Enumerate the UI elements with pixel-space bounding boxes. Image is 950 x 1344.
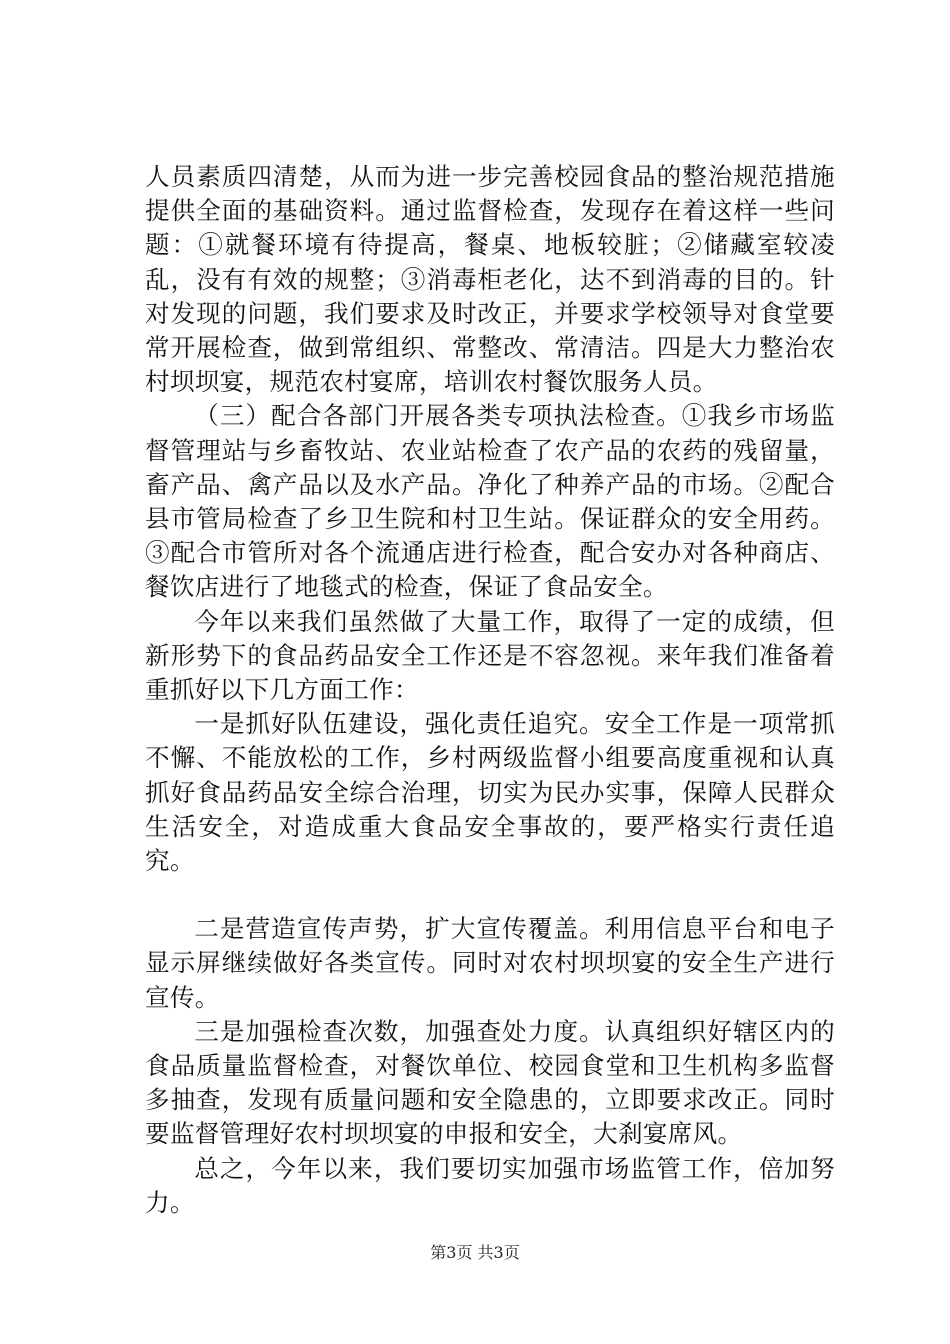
- paragraph-point-one: 一是抓好队伍建设，强化责任追究。安全工作是一项常抓不懈、不能放松的工作，乡村两级监督小组要高度重视和认真抓好食品药品安全综合治理，切实为民办实事，保障人民群众生活安全，对造成重大食品安全事故的，要严格实行责任追究。: [145, 709, 835, 876]
- paragraph-conclusion: 总之，今年以来，我们要切实加强市场监管工作，倍加努力。: [145, 1153, 835, 1217]
- paragraph-continuation: 人员素质四清楚，从而为进一步完善校园食品的整治规范措施提供全面的基础资料。通过监督检查，发现存在着这样一些问题：①就餐环境有待提高，餐桌、地板较脏；②储藏室较凌乱，没有有效的规整；③消毒柜老化，达不到消毒的目的。针对发现的问题，我们要求及时改正，并要求学校领导对食堂要常开展检查，做到常组织、常整改、常清洁。四是大力整治农村坝坝宴，规范农村宴席，培训农村餐饮服务人员。: [145, 162, 835, 397]
- paragraph-point-three: 三是加强检查次数，加强查处力度。认真组织好辖区内的食品质量监督检查，对餐饮单位、校园食堂和卫生机构多监督多抽查，发现有质量问题和安全隐患的，立即要求改正。同时要监督管理好农村坝坝宴的申报和安全，大刹宴席风。: [145, 1016, 835, 1149]
- paragraph-summary-intro: 今年以来我们虽然做了大量工作，取得了一定的成绩，但新形势下的食品药品安全工作还是不容忽视。来年我们准备着重抓好以下几方面工作：: [145, 606, 835, 705]
- paragraph-point-two: 二是营造宣传声势，扩大宣传覆盖。利用信息平台和电子显示屏继续做好各类宣传。同时对农村坝坝宴的安全生产进行宣传。: [145, 914, 835, 1012]
- page-footer: 第3页 共3页: [430, 1243, 520, 1262]
- document-body: [145, 160, 835, 1220]
- paragraph-section-three: （三）配合各部门开展各类专项执法检查。①我乡市场监督管理站与乡畜牧站、农业站检查了农产品的农药的残留量，畜产品、禽产品以及水产品。净化了种养产品的市场。②配合县市管局检查了乡卫生院和村卫生站。保证群众的安全用药。③配合市管所对各个流通店进行检查，配合安办对各种商店、餐饮店进行了地毯式的检查，保证了食品安全。: [145, 401, 835, 602]
